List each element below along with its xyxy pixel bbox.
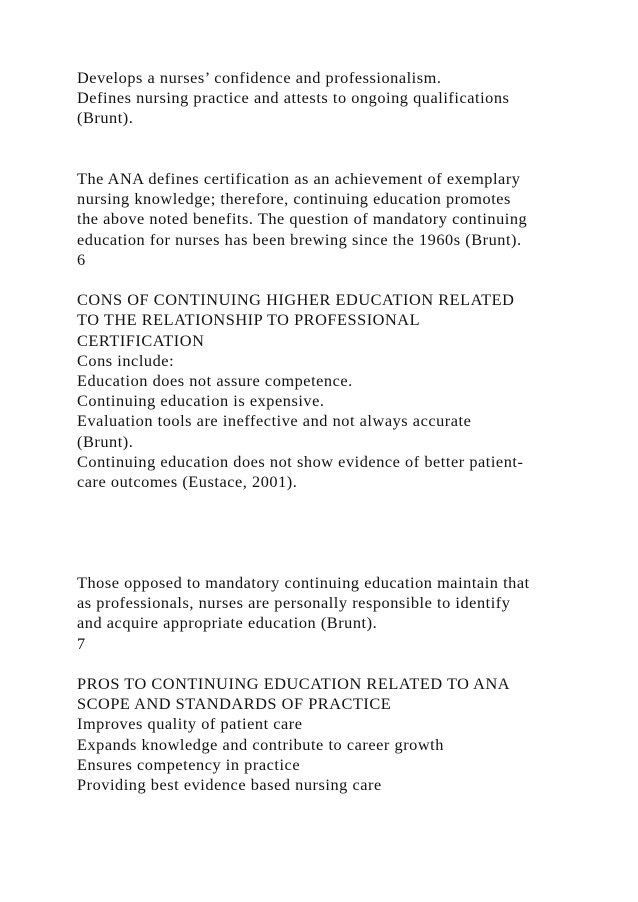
- list-item: Ensures competency in practice: [77, 754, 301, 774]
- blank-line: [77, 129, 597, 149]
- section-heading: CERTIFICATION: [77, 330, 205, 350]
- text-line: Defines nursing practice and attests to ongoing qualifications: [77, 88, 510, 108]
- blank-line: [77, 654, 597, 674]
- blank-line: [77, 533, 597, 553]
- list-item: Improves quality of patient care: [77, 714, 303, 734]
- blank-line: [77, 553, 597, 573]
- list-item: Education does not assure competence.: [77, 371, 353, 390]
- text-line: (Brunt).: [77, 108, 134, 128]
- text-line: Cons include:: [77, 350, 175, 370]
- blank-line: [77, 270, 597, 290]
- section-heading: PROS TO CONTINUING EDUCATION RELATED TO ANA: [77, 673, 511, 693]
- list-item: Expands knowledge and contribute to career growth: [77, 734, 444, 754]
- list-item: Evaluation tools are ineffective and not always accurate: [77, 411, 472, 431]
- text-line: and acquire appropriate education (Brunt).: [77, 613, 378, 633]
- section-heading: SCOPE AND STANDARDS OF PRACTICE: [77, 694, 392, 714]
- blank-line: [77, 512, 597, 532]
- text-line: the above noted benefits. The question of mandatory continuing: [77, 209, 528, 229]
- blank-line: [77, 149, 597, 169]
- list-item: (Brunt).: [77, 431, 134, 451]
- list-item: Continuing education does not show evidence of better patient-: [77, 451, 524, 471]
- text-line: as professionals, nurses are personally responsible to identify: [77, 593, 511, 613]
- document-text: [77, 68, 597, 795]
- text-line: Those opposed to mandatory continuing education maintain that: [77, 572, 530, 592]
- text-line: education for nurses has been brewing since the 1960s (Brunt).: [77, 229, 522, 249]
- text-line: Develops a nurses’ confidence and professionalism.: [77, 68, 442, 87]
- section-heading: TO THE RELATIONSHIP TO PROFESSIONAL: [77, 310, 421, 330]
- list-item: Providing best evidence based nursing care: [77, 774, 382, 794]
- section-heading: CONS OF CONTINUING HIGHER EDUCATION RELATED: [77, 290, 515, 310]
- list-item: Continuing education is expensive.: [77, 391, 325, 411]
- text-line: The ANA defines certification as an achievement of exemplary: [77, 168, 521, 188]
- page-number: 6: [77, 249, 86, 269]
- text-line: nursing knowledge; therefore, continuing education promotes: [77, 189, 511, 209]
- list-item: care outcomes (Eustace, 2001).: [77, 472, 298, 492]
- blank-line: [77, 492, 597, 512]
- page-number: 7: [77, 633, 86, 653]
